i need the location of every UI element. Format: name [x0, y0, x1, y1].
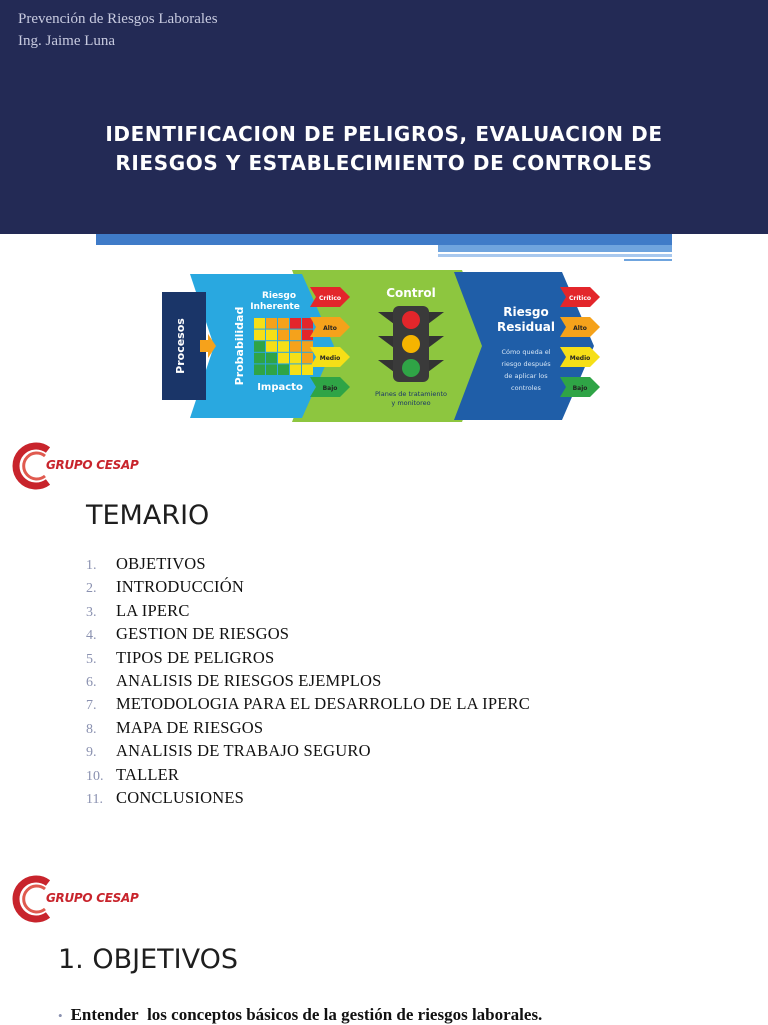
list-item-text: METODOLOGIA PARA EL DESARROLLO DE LA IPERC	[116, 694, 530, 714]
riesgo-inherente-label: Riesgo	[261, 291, 297, 301]
bullet-text-a: Entender	[70, 1005, 139, 1024]
residual-desc-line: riesgo después	[501, 360, 551, 368]
risk-level-label: Alto	[573, 325, 587, 332]
heatmap-cell	[278, 341, 289, 352]
list-item-number: 5.	[86, 651, 97, 667]
risk-heatmap	[254, 318, 313, 375]
residual-desc-line: controles	[511, 384, 541, 392]
list-item-number: 8.	[86, 721, 97, 737]
list-item	[86, 577, 530, 600]
risk-level-label: Bajo	[572, 385, 588, 392]
grupo-cesap-logo	[12, 874, 139, 926]
risk-level-label: Bajo	[322, 385, 338, 392]
heatmap-cell	[302, 318, 313, 329]
list-item	[86, 741, 530, 764]
list-item-text: LA IPERC	[116, 600, 190, 620]
heatmap-cell	[266, 330, 277, 341]
heatmap-cell	[254, 330, 265, 341]
title-slide-header	[0, 0, 768, 234]
planes-label-2: y monitoreo	[391, 399, 431, 407]
heatmap-cell	[278, 364, 289, 375]
list-item-number: 3.	[86, 604, 97, 620]
control-label: Control	[386, 286, 436, 300]
heatmap-cell	[254, 318, 265, 329]
grupo-cesap-logo	[12, 441, 139, 493]
impacto-label: Impacto	[257, 382, 303, 393]
list-item-text: GESTION DE RIESGOS	[116, 624, 290, 644]
list-item	[86, 671, 530, 694]
bullet-text-b: los conceptos básicos de la gestión de riesgos laborales.	[147, 1005, 543, 1024]
list-item	[86, 648, 530, 671]
title-line-1: IDENTIFICACION DE PELIGROS, EVALUACION DE	[105, 122, 663, 146]
heatmap-cell	[278, 318, 289, 329]
risk-level-label: Alto	[323, 325, 337, 332]
heatmap-cell	[290, 330, 301, 341]
list-item	[86, 601, 530, 624]
decorative-stripe	[96, 234, 672, 245]
heatmap-cell	[302, 353, 313, 364]
heatmap-cell	[266, 318, 277, 329]
bullet-item	[58, 1005, 542, 1025]
list-item	[86, 765, 530, 788]
residual-desc-line: Cómo queda el	[501, 348, 551, 356]
list-item-number: 6.	[86, 674, 97, 690]
list-item-number: 10.	[86, 768, 104, 784]
course-name: Prevención de Riesgos Laborales	[18, 11, 218, 27]
list-item-number: 11.	[86, 791, 103, 807]
heatmap-cell	[290, 353, 301, 364]
author-name: Ing. Jaime Luna	[18, 33, 116, 49]
procesos-label: Procesos	[174, 318, 187, 374]
list-item	[86, 788, 530, 811]
list-item-number: 7.	[86, 698, 97, 714]
heatmap-cell	[266, 341, 277, 352]
risk-level-label: Crítico	[568, 295, 592, 302]
bullet-dot-icon: •	[58, 1008, 63, 1023]
list-item-number: 2.	[86, 581, 97, 597]
heatmap-cell	[290, 318, 301, 329]
list-item-text: INTRODUCCIÓN	[116, 577, 244, 597]
risk-management-diagram	[162, 262, 622, 430]
list-item-number: 1.	[86, 558, 97, 573]
temario-title: TEMARIO	[86, 500, 210, 531]
risk-level-label: Crítico	[318, 295, 342, 302]
heatmap-cell	[290, 364, 301, 375]
list-item-text: ANALISIS DE RIESGOS EJEMPLOS	[116, 670, 382, 690]
risk-level-label: Medio	[569, 355, 591, 362]
logo-text: GRUPO CESAP	[46, 891, 139, 905]
decorative-stripe	[438, 245, 672, 252]
list-item-text: ANALISIS DE TRABAJO SEGURO	[116, 741, 371, 761]
heatmap-cell	[254, 353, 265, 364]
heatmap-cell	[278, 330, 289, 341]
list-item	[86, 718, 530, 741]
logo-text: GRUPO CESAP	[46, 458, 139, 472]
list-item-text: MAPA DE RIESGOS	[116, 717, 264, 737]
list-item	[86, 624, 530, 647]
riesgo-residual-label: Riesgo	[503, 305, 549, 319]
course-info	[18, 8, 218, 52]
list-item-text: TIPOS DE PELIGROS	[116, 647, 275, 667]
list-item	[86, 694, 530, 717]
heatmap-cell	[290, 341, 301, 352]
riesgo-inherente-label-2: Inherente	[250, 302, 300, 312]
presentation-title	[60, 120, 708, 178]
residual-desc-line: de aplicar los	[504, 372, 548, 380]
list-item-text: OBJETIVOS	[116, 554, 206, 573]
decorative-stripe	[438, 254, 672, 257]
decorative-stripe	[624, 259, 672, 261]
heatmap-cell	[266, 364, 277, 375]
probabilidad-label: Probabilidad	[233, 306, 246, 386]
temario-list	[86, 554, 530, 811]
title-line-2: RIESGOS Y ESTABLECIMIENTO DE CONTROLES	[115, 151, 653, 175]
risk-level-label: Medio	[319, 355, 341, 362]
heatmap-cell	[278, 353, 289, 364]
list-item-text: CONCLUSIONES	[116, 787, 244, 807]
heatmap-cell	[254, 341, 265, 352]
list-item-number: 9.	[86, 745, 97, 761]
planes-label: Planes de tratamiento	[375, 390, 447, 398]
heatmap-cell	[266, 353, 277, 364]
riesgo-residual-label-2: Residual	[497, 320, 555, 334]
heatmap-cell	[254, 364, 265, 375]
list-item-number: 4.	[86, 628, 97, 644]
heatmap-cell	[302, 341, 313, 352]
list-item-text: TALLER	[116, 764, 180, 784]
list-item	[86, 554, 530, 577]
objetivos-title: 1. OBJETIVOS	[58, 944, 238, 975]
